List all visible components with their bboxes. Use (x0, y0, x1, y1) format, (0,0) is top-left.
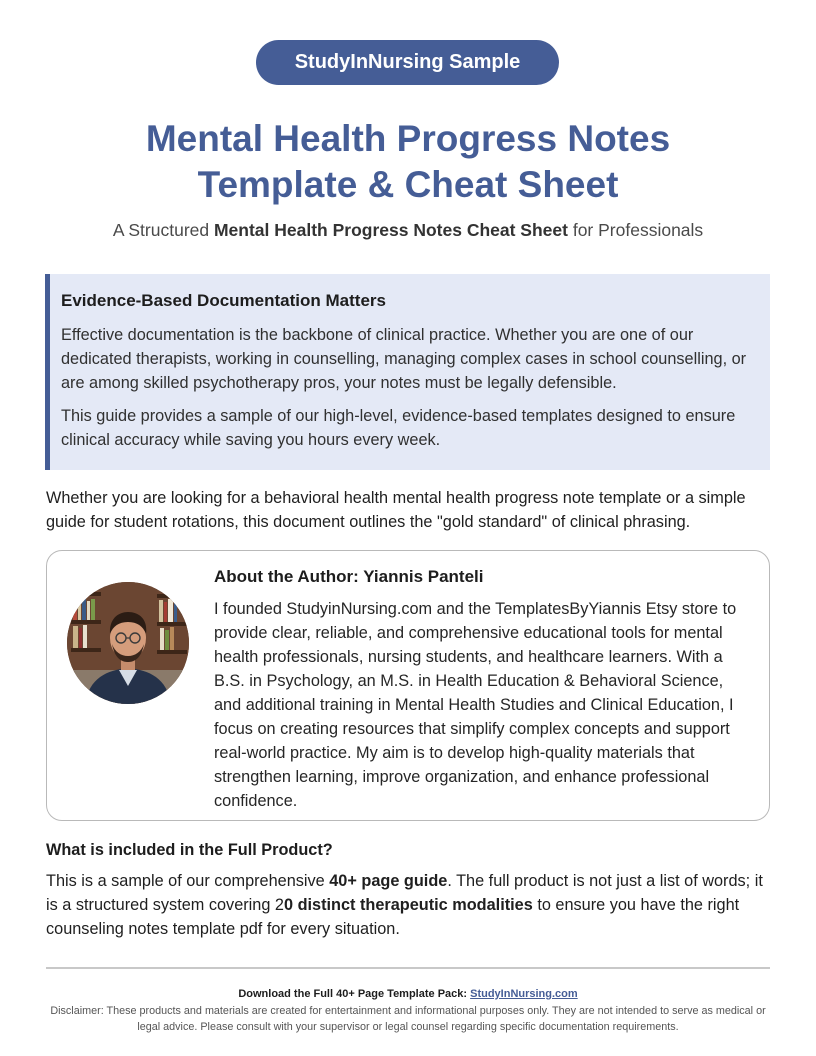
sample-badge: StudyInNursing Sample (256, 40, 559, 85)
page-title (40, 116, 776, 208)
included-bold-2: 0 distinct therapeutic modalities (283, 896, 533, 914)
disclaimer: Disclaimer: These products and materials are created for entertainment and informational purposes only. They are not intended to serve as medical or legal advice. Please consult with your supervisor or legal counsel regarding specific documentation requirements. (50, 1005, 766, 1033)
footer-divider (46, 967, 770, 969)
author-photo-illustration (67, 582, 189, 704)
callout-heading: Evidence-Based Documentation Matters (61, 291, 386, 310)
subtitle-suffix: for Professionals (567, 220, 704, 240)
author-heading: About the Author: Yiannis Panteli (214, 567, 484, 586)
author-photo (67, 582, 189, 704)
included-text-1: This is a sample of our comprehensive (46, 872, 330, 890)
download-line (46, 987, 770, 1002)
included-heading: What is included in the Full Product? (46, 841, 333, 859)
callout-paragraph-2: This guide provides a sample of our high-level, evidence-based templates designed to ensure clinical accuracy while saving you hours every week. (61, 407, 736, 449)
author-card (46, 550, 770, 821)
footer (46, 987, 770, 1035)
included-text-3: to ensure you have the right counseling notes template pdf for every situation. (46, 896, 740, 938)
callout-paragraph-1: Effective documentation is the backbone of clinical practice. Whether you are one of our dedicated therapists, working in counselling, managing complex cases in school counselling, or are among skilled psychotherapy pros, your notes must be legally defensible. (61, 326, 747, 392)
included-body (46, 869, 776, 941)
author-text (214, 564, 754, 813)
author-bio: I founded StudyinNursing.com and the TemplatesByYiannis Etsy store to provide clear, reliable, and comprehensive educational tools for mental health professionals, nursing students, and healthcare learners. With a B.S. in Psychology, an M.S. in Health Education & Behavioral Science, and additional training in Mental Health Studies and Clinical Education, I focus on creating resources that simplify complex concepts and support real-world practice. My aim is to develop high-quality materials that strengthen learning, improve organization, and enhance professional confidence. (214, 600, 737, 810)
intro-paragraph: Whether you are looking for a behavioral health mental health progress note template or a simple guide for student rotations, this document outlines the "gold standard" of clinical phrasing. (46, 489, 746, 531)
title-line-1: Mental Health Progress Notes (145, 118, 671, 159)
download-link[interactable]: StudyInNursing.com (470, 988, 578, 1000)
title-line-2: Template & Cheat Sheet (197, 164, 619, 205)
subtitle (40, 219, 776, 241)
included-bold-1: 40+ page guide (329, 872, 448, 890)
download-label: Download the Full 40+ Page Template Pack: (238, 988, 471, 1000)
subtitle-bold: Mental Health Progress Notes Cheat Sheet (213, 220, 568, 240)
included-text-2: . The full product is not just a list of words; it is a structured system covering 2 (46, 872, 763, 914)
subtitle-prefix: A Structured (112, 220, 214, 240)
evidence-callout (45, 274, 770, 470)
